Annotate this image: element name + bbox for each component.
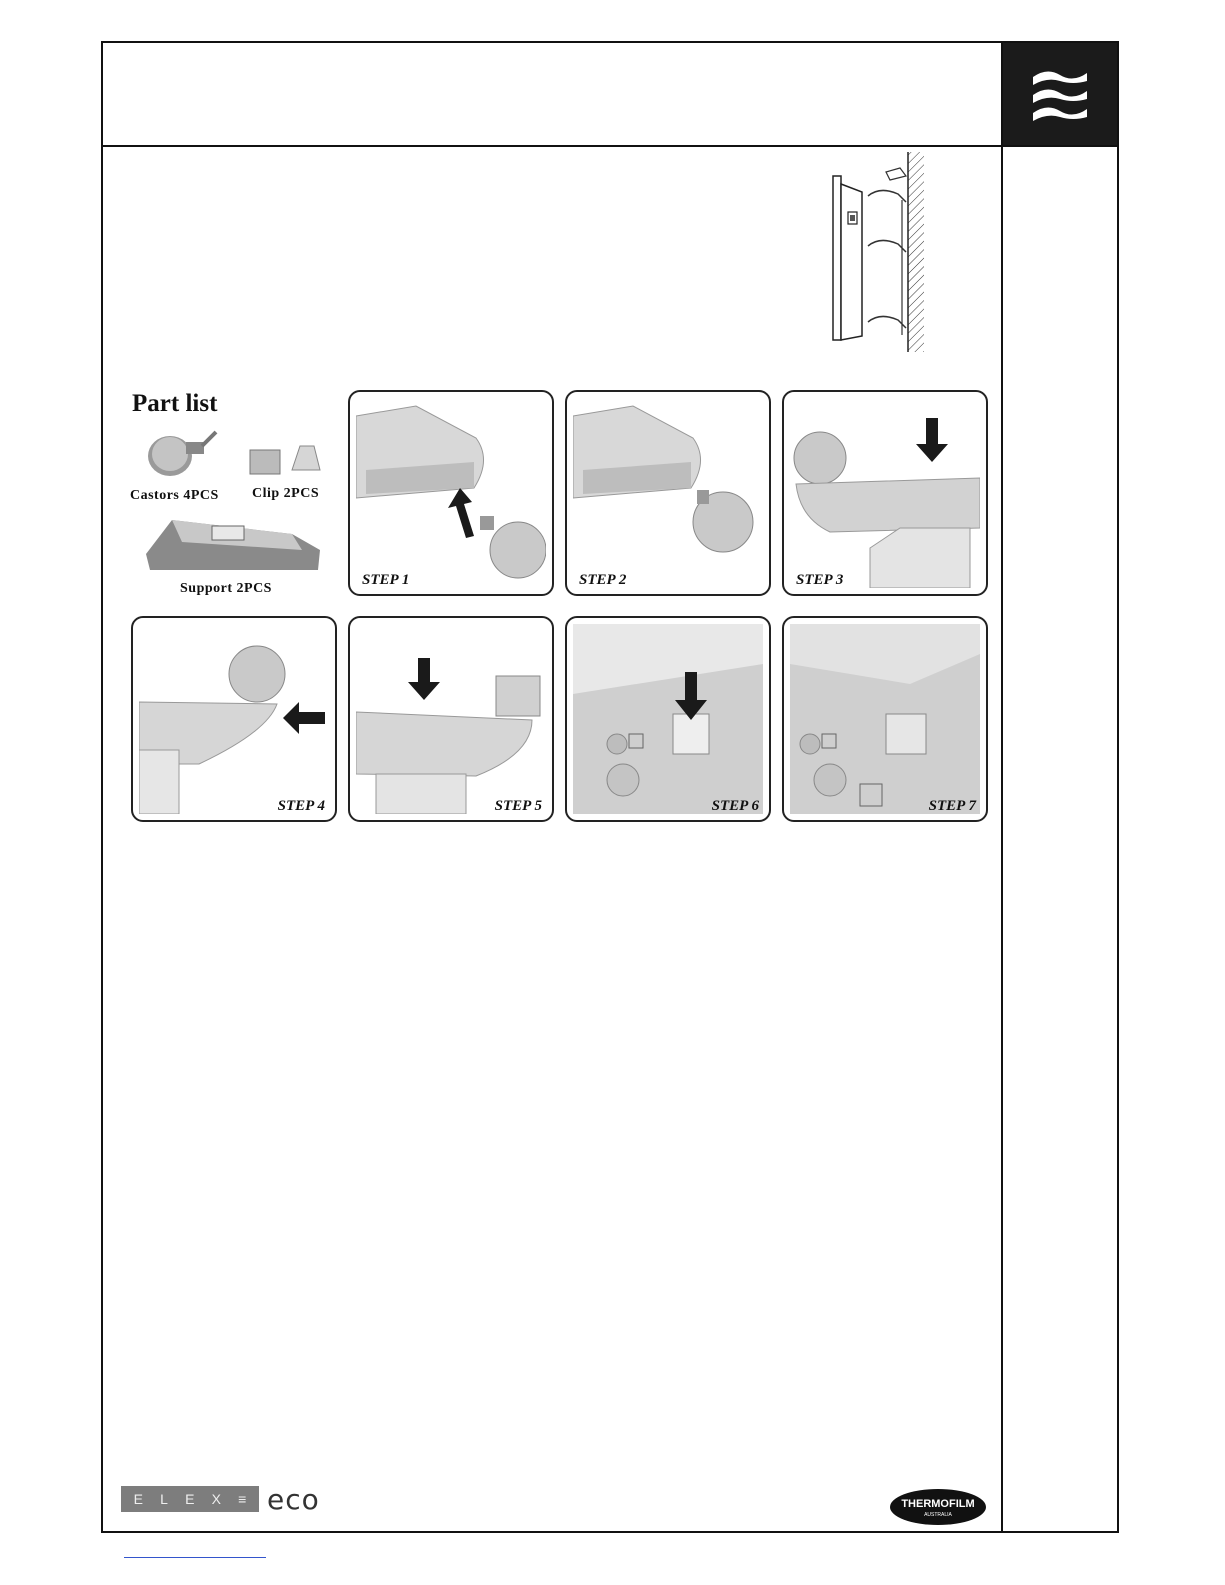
thermofilm-logo — [888, 1487, 988, 1527]
elex-eco-logo — [121, 1484, 320, 1514]
step-5-image — [356, 624, 546, 814]
step-2-panel — [565, 390, 771, 596]
step-6-label: STEP 6 — [711, 798, 759, 814]
part-list-title: Part list — [132, 390, 218, 417]
step-1-panel — [348, 390, 554, 596]
wave-mini-icon: ≡ — [238, 1491, 247, 1507]
part-list — [128, 390, 338, 602]
step-5-label: STEP 5 — [494, 798, 542, 814]
step-7-image — [790, 624, 980, 814]
step-7-label: STEP 7 — [928, 798, 976, 814]
step-3-image — [790, 398, 980, 588]
clip-label: Clip 2PCS — [252, 486, 320, 501]
step-5-panel — [348, 616, 554, 822]
side-column-divider — [1001, 41, 1003, 1533]
step-6-image — [573, 624, 763, 814]
elex-letter: L — [160, 1491, 168, 1507]
step-2-image — [573, 398, 763, 588]
clip-image — [248, 440, 338, 480]
step-1-label: STEP 1 — [362, 572, 410, 588]
step-3-label: STEP 3 — [796, 572, 844, 588]
step-6-panel — [565, 616, 771, 822]
footer-link-underline — [124, 1557, 266, 1558]
step-4-panel — [131, 616, 337, 822]
wall-mount-diagram — [828, 150, 928, 356]
step-4-label: STEP 4 — [277, 798, 325, 814]
eco-wordmark: eco — [267, 1482, 320, 1516]
support-image — [142, 510, 326, 576]
elex-letter: X — [211, 1491, 221, 1507]
wave-logo-icon — [1003, 43, 1117, 145]
castors-label: Castors 4PCS — [130, 488, 219, 503]
support-label: Support 2PCS — [180, 581, 272, 596]
step-3-panel — [782, 390, 988, 596]
step-2-label: STEP 2 — [579, 572, 627, 588]
elex-wordmark — [121, 1486, 259, 1512]
step-7-panel — [782, 616, 988, 822]
header-divider — [101, 145, 1119, 147]
step-4-image — [139, 624, 329, 814]
castor-image — [144, 428, 224, 480]
elex-letter: E — [185, 1491, 195, 1507]
thermofilm-text: THERMOFILM — [901, 1498, 975, 1510]
step-1-image — [356, 398, 546, 588]
elex-letter: E — [133, 1491, 143, 1507]
australia-text: AUSTRALIA — [924, 1512, 952, 1518]
